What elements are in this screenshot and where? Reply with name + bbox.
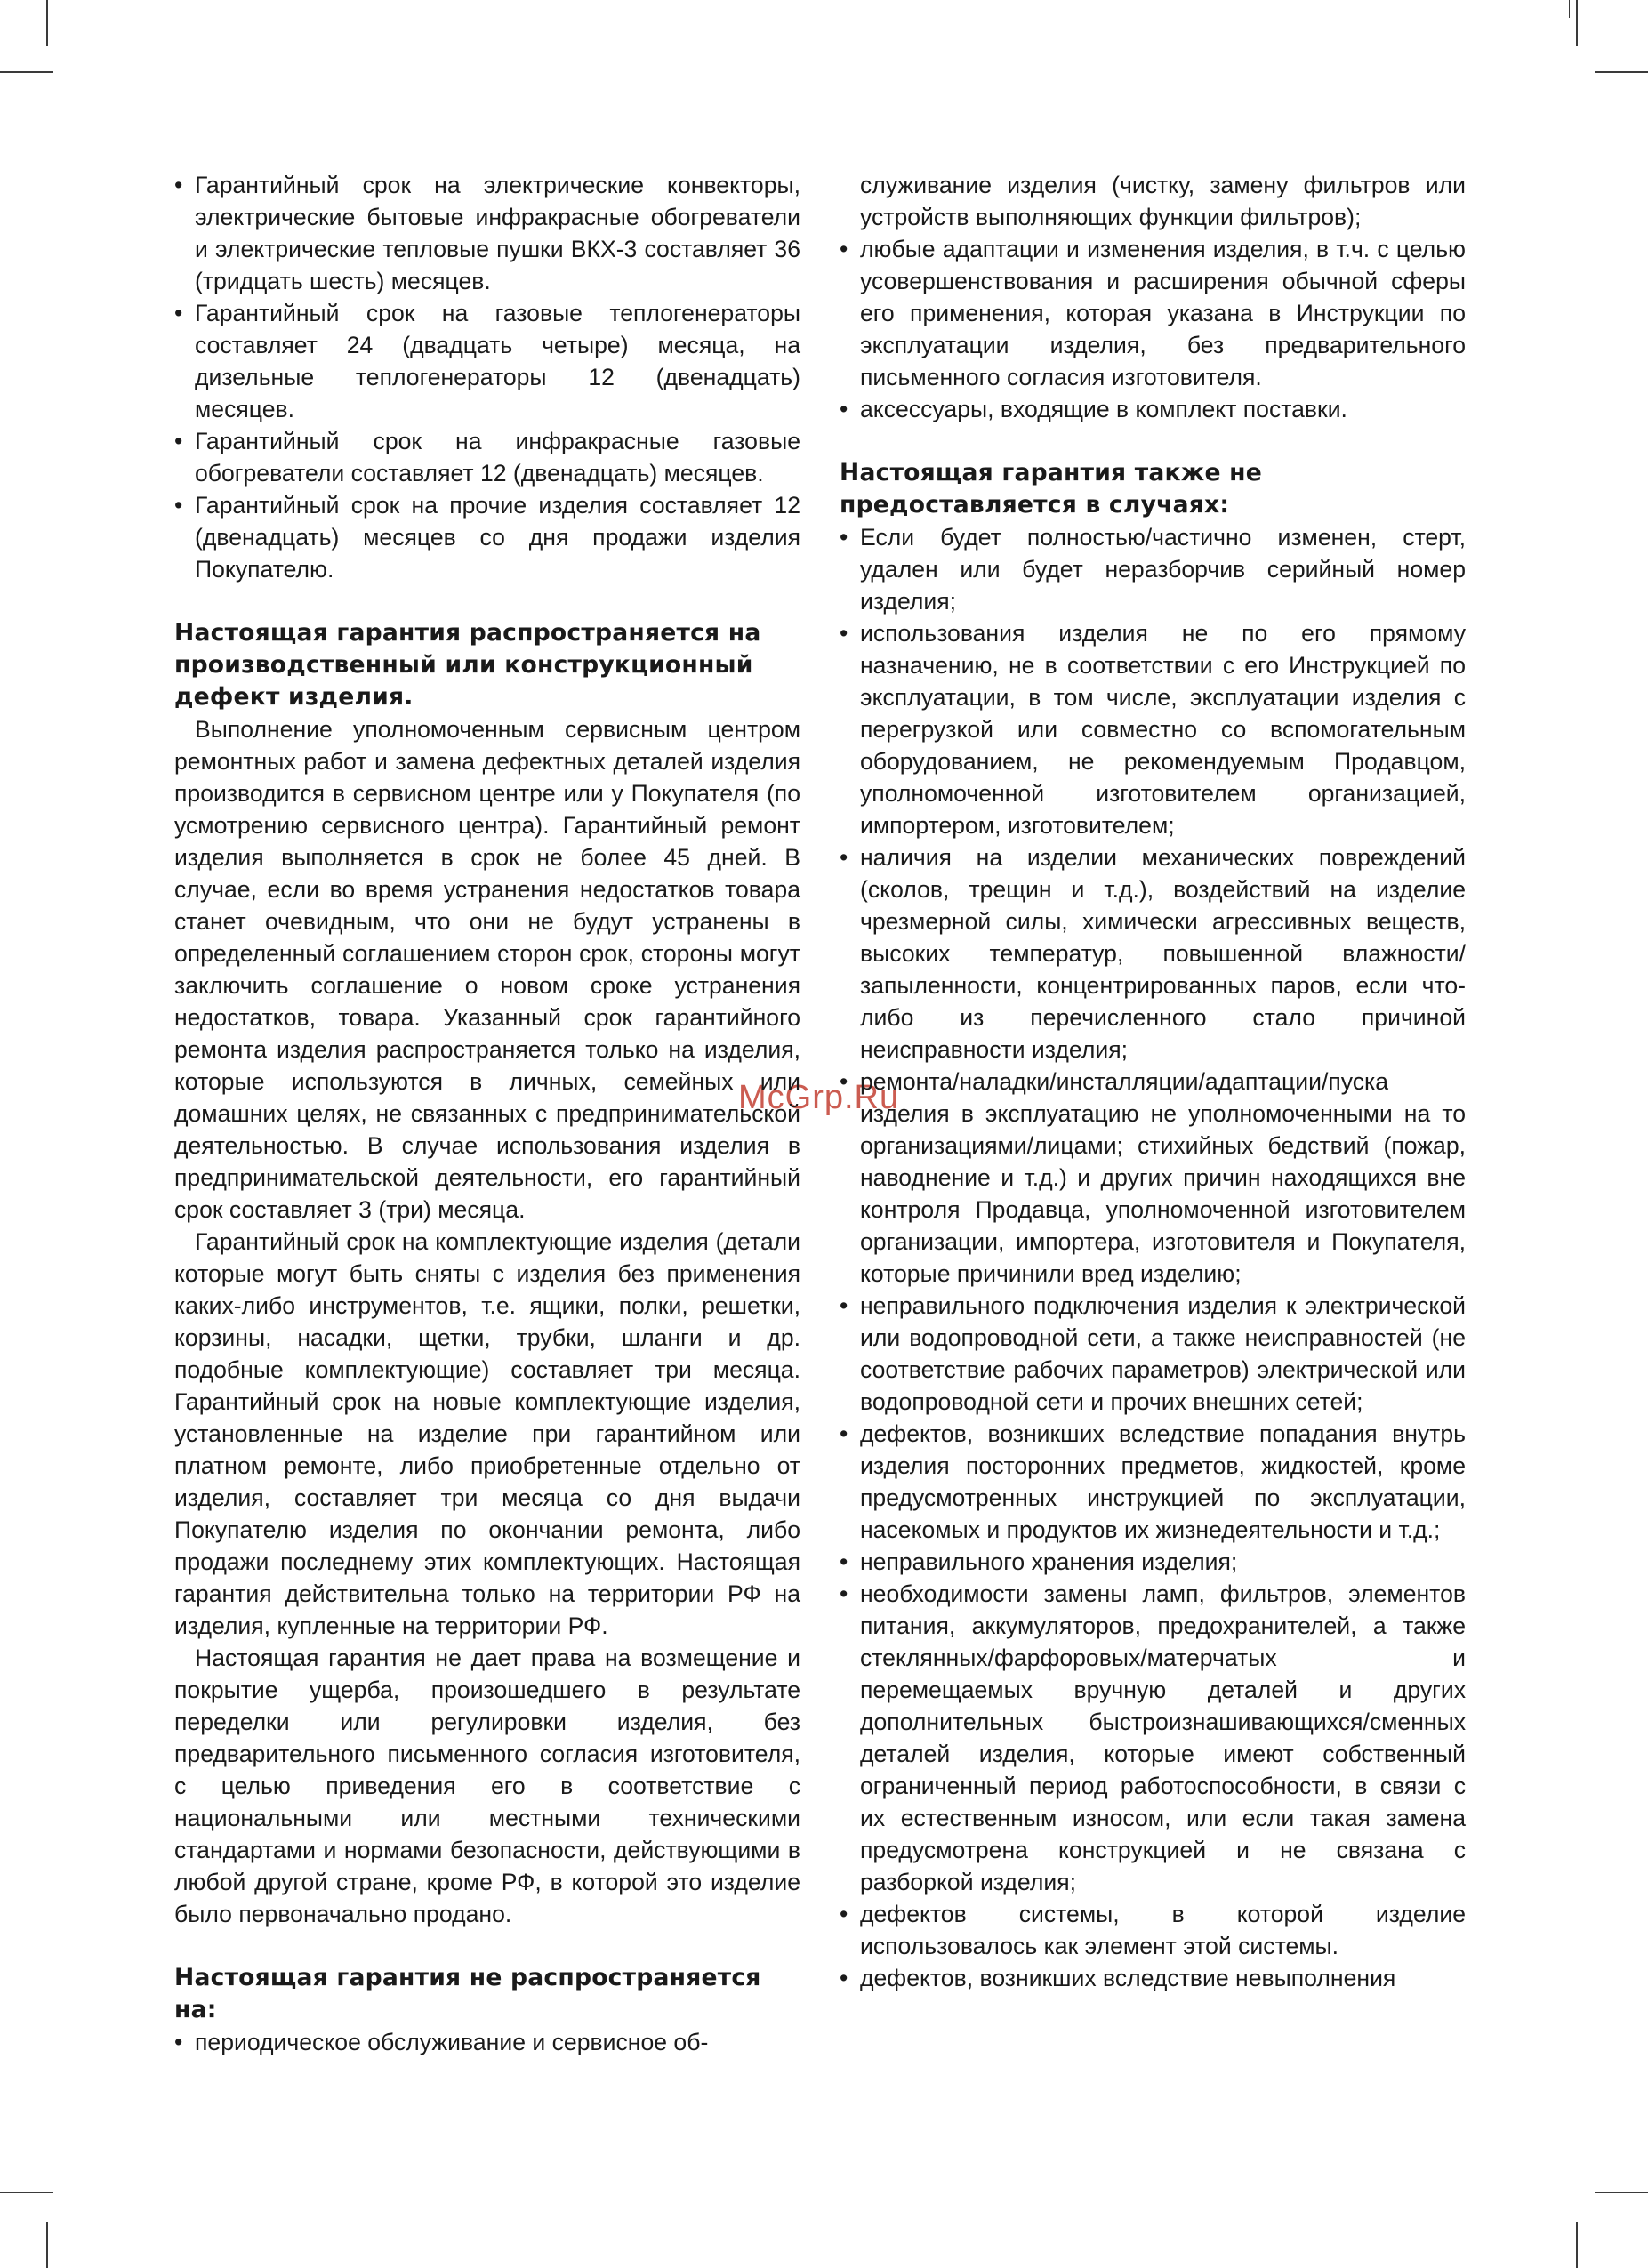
list-item: • Гарантийный срок на инфракрасные газовые обогреватели составляет 12 (двенадцать) месяцев. <box>174 425 800 489</box>
crop-mark <box>1595 2192 1648 2193</box>
list-item: • дефектов системы, в которой изделие использовалось как элемент этой системы. <box>840 1898 1466 1962</box>
section-heading: Настоящая гарантия также не предоставляется в случаях: <box>840 459 1262 519</box>
list-item: • аксессуары, входящие в комплект поставки. <box>840 393 1466 425</box>
right-column <box>840 169 1466 1994</box>
paragraph: Выполнение уполномоченным сервисным центром ремонтных работ и замена дефектных деталей изделия производится в сервисном центре или у Покупателя (по усмотрению сервисного центра). Гарантийный ремонт изделия выполняется в срок не более 45 дней. В случае, если во время устранения недостатков товара станет очевидным, что они не будут устранены в определенный соглашением сторон срок, стороны могут заключить соглашение о новом сроке устранения недостатков, товара. Указанный срок гарантийного ремонта изделия распространяется только на изделия, которые используются в личных, семейных или домашних целях, не связанных с предпринимательской деятельностью. В случае использования изделия в предпринимательской деятельности, его гарантийный срок составляет 3 (три) месяца. <box>174 716 800 1223</box>
crop-mark <box>46 0 48 46</box>
crop-mark <box>1576 2222 1578 2268</box>
not-covered-cases-list <box>840 521 1466 1994</box>
paragraph: Настоящая гарантия не дает права на возмещение и покрытие ущерба, произошедшего в результате переделки или регулировки изделия, без предварительного письменного согласия изготовителя, с целью приведения его в соответствие с национальными или местными техническими стандартами и нормами безопасности, действующими в любой другой стране, кроме РФ, в которой это изделие было первоначально продано. <box>174 1645 800 1927</box>
crop-mark <box>1595 71 1648 73</box>
list-item: • Гарантийный срок на газовые теплогенераторы составляет 24 (двадцать четыре) месяца, на дизельные теплогенераторы 12 (двенадцать) месяцев. <box>174 297 800 425</box>
crop-mark <box>0 2192 53 2193</box>
spacer <box>174 585 800 617</box>
list-item: • дефектов, возникших вследствие попадания внутрь изделия посторонних предметов, жидкостей, кроме предусмотренных инструкцией по эксплуатации, насекомых и продуктов их жизнедеятельности и т.д.; <box>840 1418 1466 1546</box>
list-item: • неправильного подключения изделия к электрической или водопроводной сети, а также неисправностей (не соответствие рабочих параметров) электрической или водопроводной сети и прочих внешних сетей; <box>840 1290 1466 1418</box>
list-item: • Гарантийный срок на прочие изделия составляет 12 (двенадцать) месяцев со дня продажи изделия Покупателю. <box>174 489 800 585</box>
crop-mark <box>0 71 53 73</box>
list-item: • наличия на изделии механических повреждений (сколов, трещин и т.д.), воздействий на изделие чрезмерной силы, химически агрессивных веществ, высоких температур, повышенной влажности/запыленности, концентрированных паров, если что-либо из перечисленного стало причиной неисправности изделия; <box>840 841 1466 1066</box>
list-item: • Если будет полностью/частично изменен, стерт, удален или будет неразборчив серийный номер изделия; <box>840 521 1466 617</box>
crop-mark <box>1569 0 1570 18</box>
section-heading: Настоящая гарантия распространяется на производственный или конструкционный дефект изделия. <box>174 619 761 711</box>
list-item-continuation: служивание изделия (чистку, замену фильтров или устройств выполняющих функции фильтров); <box>860 172 1466 230</box>
crop-mark <box>1576 0 1578 46</box>
spacer <box>174 1930 800 1962</box>
list-item: • Гарантийный срок на электрические конвекторы, электрические бытовые инфракрасные обогреватели и электрические тепловые пушки ВКХ-3 составляет 36 (тридцать шесть) месяцев. <box>174 169 800 297</box>
exclusions-list <box>174 2026 800 2058</box>
paragraph: Гарантийный срок на комплектующие изделия (детали которые могут быть сняты с изделия без применения каких-либо инструментов, т.е. ящики, полки, решетки, корзины, насадки, щетки, трубки, шланги и др. подобные комплектующие) составляет три месяца. Гарантийный срок на новые комплектующие изделия, установленные на изделие при гарантийном или платном ремонте, либо приобретенные отдельно от изделия, составляет три месяца со дня выдачи Покупателю изделия по окончании ремонта, либо продажи последнему этих комплектующих. Настоящая гарантия действительна только на территории РФ на изделия, купленные на территории РФ. <box>174 1228 800 1639</box>
list-item: • необходимости замены ламп, фильтров, элементов питания, аккумуляторов, предохранителей, а также стеклянных/фарфоровых/матерчатых и перемещаемых вручную деталей и других дополнительных быстроизнашивающихся/сменных деталей изделия, которые имеют собственный ограниченный период работоспособности, в связи с их естественным износом, или если такая замена предусмотрена конструкцией и не связана с разборкой изделия; <box>840 1578 1466 1898</box>
list-item: • неправильного хранения изделия; <box>840 1546 1466 1578</box>
list-item: • использования изделия не по его прямому назначению, не в соответствии с его Инструкцией по эксплуатации, в том числе, эксплуатации изделия с перегрузкой или совместно со вспомогательным оборудованием, не рекомендуемым Продавцом, уполномоченной изготовителем организацией, импортером, изготовителем; <box>840 617 1466 841</box>
spacer <box>840 425 1466 457</box>
crop-mark <box>46 2222 48 2268</box>
list-item: • ремонта/наладки/инсталляции/адаптации/пуска изделия в эксплуатацию не уполномоченными на то организациями/лицами; стихийных бедствий (пожар, наводнение и т.д.) и других причин находящихся вне контроля Продавца, уполномоченной изготовителем организации, импортера, изготовителя и Покупателя, которые причинили вред изделию; <box>840 1066 1466 1290</box>
list-item: • периодическое обслуживание и сервисное об- <box>174 2026 800 2058</box>
list-item: • дефектов, возникших вследствие невыполнения <box>840 1962 1466 1994</box>
list-item: • любые адаптации и изменения изделия, в т.ч. с целью усовершенствования и расширения обычной сферы его применения, которая указана в Инструкции по эксплуатации изделия, без предварительного письменного согласия изготовителя. <box>840 233 1466 393</box>
left-column <box>174 169 800 2058</box>
intro-bullet-list <box>174 169 800 585</box>
exclusions-list-continued <box>840 169 1466 425</box>
watermark-text: McGrp.Ru <box>738 1079 900 1116</box>
section-heading: Настоящая гарантия не распространяется на: <box>174 1964 761 2023</box>
